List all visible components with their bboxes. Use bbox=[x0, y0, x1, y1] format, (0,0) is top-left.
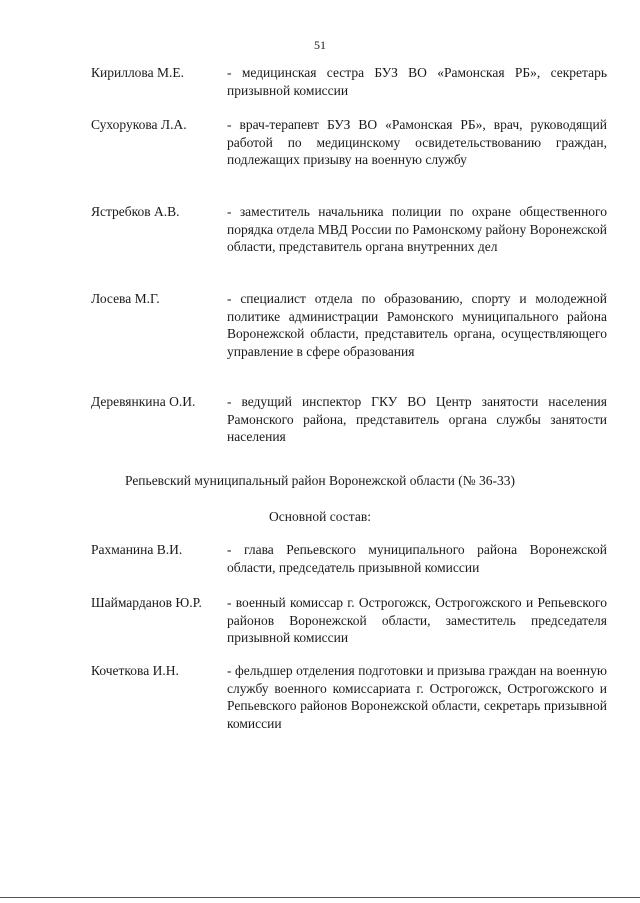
commission-member bbox=[91, 116, 607, 169]
member-name: Лосева М.Г. bbox=[91, 291, 160, 306]
member-description: - ведущий инспектор ГКУ ВО Центр занятости населения Рамонского района, представитель органа службы занятости населения bbox=[227, 394, 607, 444]
member-name: Ястребков А.В. bbox=[91, 204, 180, 219]
commission-member bbox=[91, 541, 607, 576]
district-heading: Репьевский муниципальный район Воронежской области (№ 36-33) bbox=[124, 473, 515, 488]
commission-member bbox=[91, 203, 607, 256]
page-number: 51 bbox=[314, 38, 326, 52]
commission-member bbox=[91, 64, 607, 99]
member-name: Шаймарданов Ю.Р. bbox=[91, 595, 202, 610]
commission-member bbox=[91, 594, 607, 647]
member-name: Кириллова М.Е. bbox=[91, 65, 184, 80]
member-description: - заместитель начальника полиции по охране общественного порядка отдела МВД России по Рамонскому району Воронежской области, представитель органа внутренних дел bbox=[227, 204, 607, 254]
member-name: Рахманина В.И. bbox=[91, 542, 183, 557]
member-name: Сухорукова Л.А. bbox=[91, 117, 187, 132]
member-description: - врач-терапевт БУЗ ВО «Рамонская РБ», врач, руководящий работой по медицинскому освидетельствованию граждан, подлежащих призыву на военную службу bbox=[227, 117, 607, 167]
commission-member bbox=[91, 290, 607, 360]
composition-heading: Основной состав: bbox=[269, 509, 371, 524]
member-description: - специалист отдела по образованию, спорту и молодежной политике администрации Рамонского муниципального района Воронежской области, представитель органа, осуществляющего управление в сфере образования bbox=[227, 291, 607, 359]
member-description: - глава Репьевского муниципального района Воронежской области, председатель призывной комиссии bbox=[227, 542, 607, 575]
member-name: Кочеткова И.Н. bbox=[91, 663, 179, 678]
page-bottom-edge bbox=[0, 897, 640, 898]
commission-member bbox=[91, 393, 607, 446]
member-description: - военный комиссар г. Острогожск, Острогожского и Репьевского районов Воронежской области, заместитель председателя призывной комиссии bbox=[227, 595, 607, 645]
commission-member bbox=[91, 662, 607, 732]
member-name: Деревянкина О.И. bbox=[91, 394, 196, 409]
member-description: - медицинская сестра БУЗ ВО «Рамонская РБ», секретарь призывной комиссии bbox=[227, 65, 607, 98]
member-description: - фельдшер отделения подготовки и призыва граждан на военную службу военного комиссариата г. Острогожск, Острогожского и Репьевского районов Воронежской области, секретарь призывной комиссии bbox=[227, 663, 607, 731]
